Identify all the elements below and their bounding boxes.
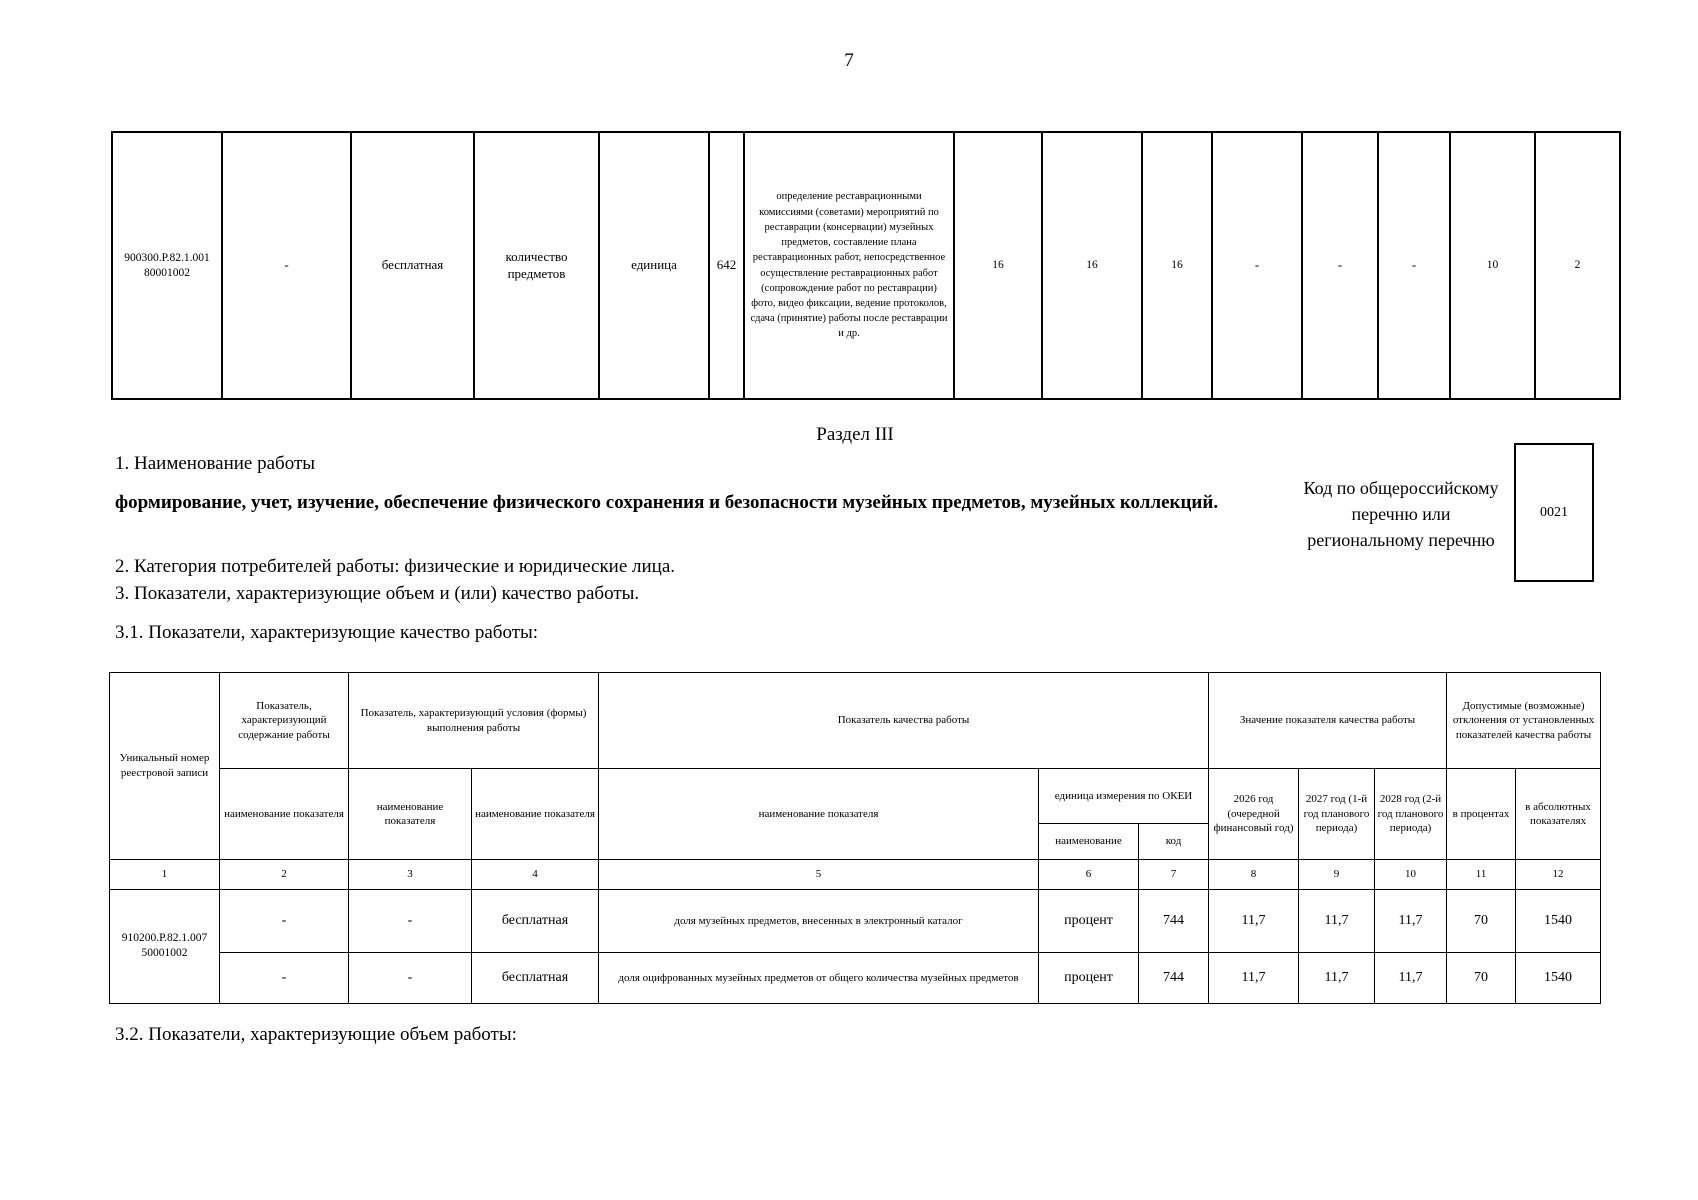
- condition-cell: -: [349, 889, 472, 952]
- value-cell: -: [1212, 132, 1302, 399]
- consumer-category: 2. Категория потребителей работы: физические и юридические лица.: [115, 556, 676, 577]
- unit-code-cell: 744: [1139, 952, 1209, 1003]
- indicator-cell: доля музейных предметов, внесенных в электронный каталог: [599, 889, 1039, 952]
- deviation-absolute-cell: 2: [1535, 132, 1620, 399]
- column-number: 3: [349, 859, 472, 889]
- description-cell: определение реставрационными комиссиями (советами) мероприятий по реставрации (консервации) музейных предметов, составление плана реставрационных работ, непосредственное осуществление реставрационных работ (сопровождение работ по реставрации) фото, видео фиксации, ведение протоколов, сдача (принятие) работы после реставрации и др.: [744, 132, 954, 399]
- column-number: 8: [1209, 859, 1299, 889]
- value-2027-cell: 11,7: [1299, 952, 1375, 1003]
- indicators-heading: 3. Показатели, характеризующие объем и (или) качество работы.: [115, 583, 640, 604]
- work-name: формирование, учет, изучение, обеспечение физического сохранения и безопасности музейных предметов, музейных коллекций.: [115, 492, 1219, 513]
- value-cell: 16: [954, 132, 1042, 399]
- continuation-table: [111, 131, 1621, 400]
- unit-code-cell: 744: [1139, 889, 1209, 952]
- header-value: Значение показателя качества работы: [1209, 673, 1447, 769]
- value-2026-cell: 11,7: [1209, 952, 1299, 1003]
- column-number: 10: [1375, 859, 1447, 889]
- value-cell: -: [1302, 132, 1378, 399]
- value-2028-cell: 11,7: [1375, 952, 1447, 1003]
- header-absolute: в абсолютных показателях: [1516, 769, 1601, 859]
- table-row: [112, 132, 1620, 399]
- code-label: [1290, 475, 1512, 553]
- column-number: 7: [1139, 859, 1209, 889]
- deviation-percent-cell: 70: [1447, 952, 1516, 1003]
- value-cell: -: [1378, 132, 1450, 399]
- volume-indicators-heading: 3.2. Показатели, характеризующие объем работы:: [115, 1024, 517, 1045]
- header-unit: единица измерения по ОКЕИ: [1039, 769, 1209, 824]
- column-number: 6: [1039, 859, 1139, 889]
- value-2027-cell: 11,7: [1299, 889, 1375, 952]
- indicator-name-cell: количество предметов: [474, 132, 599, 399]
- header-row: [110, 769, 1601, 824]
- column-number: 5: [599, 859, 1039, 889]
- unit-code-cell: 642: [709, 132, 744, 399]
- table-row: [110, 952, 1601, 1003]
- table-row: [110, 889, 1601, 952]
- deviation-absolute-cell: 1540: [1516, 952, 1601, 1003]
- unit-name-cell: процент: [1039, 952, 1139, 1003]
- deviation-percent-cell: 70: [1447, 889, 1516, 952]
- condition-cell: бесплатная: [472, 952, 599, 1003]
- page-number: 7: [844, 50, 854, 71]
- header-2028: 2028 год (2-й год планового периода): [1375, 769, 1447, 859]
- registry-number-cell: 910200.Р.82.1.007 50001002: [110, 889, 220, 1003]
- value-2028-cell: 11,7: [1375, 889, 1447, 952]
- content-indicator-cell: -: [222, 132, 351, 399]
- value-cell: 16: [1142, 132, 1212, 399]
- header-ind-name: наименование показателя: [472, 769, 599, 859]
- code-label-line: перечню или: [1351, 504, 1451, 525]
- content-cell: -: [220, 952, 349, 1003]
- column-number: 12: [1516, 859, 1601, 889]
- deviation-absolute-cell: 1540: [1516, 889, 1601, 952]
- header-2027: 2027 год (1-й год планового периода): [1299, 769, 1375, 859]
- header-registry: Уникальный номер реестровой записи: [110, 673, 220, 860]
- value-2026-cell: 11,7: [1209, 889, 1299, 952]
- column-number: 1: [110, 859, 220, 889]
- header-ind-name: наименование показателя: [349, 769, 472, 859]
- header-ind-name: наименование показателя: [220, 769, 349, 859]
- column-number: 9: [1299, 859, 1375, 889]
- quality-indicators-table: [109, 672, 1601, 1004]
- registry-number-cell: 900300.Р.82.1.001 80001002: [112, 132, 222, 399]
- quality-indicators-heading: 3.1. Показатели, характеризующие качество работы:: [115, 622, 539, 643]
- code-label-line: региональному перечню: [1307, 530, 1495, 551]
- header-percent: в процентах: [1447, 769, 1516, 859]
- header-quality: Показатель качества работы: [599, 673, 1209, 769]
- header-unit-code: код: [1139, 824, 1209, 859]
- header-deviation: Допустимые (возможные) отклонения от установленных показателей качества работы: [1447, 673, 1601, 769]
- indicator-cell: доля оцифрованных музейных предметов от общего количества музейных предметов: [599, 952, 1039, 1003]
- header-unit-name: наименование: [1039, 824, 1139, 859]
- header-content: Показатель, характеризующий содержание работы: [220, 673, 349, 769]
- registry-code-box: 0021: [1514, 443, 1594, 582]
- code-label-line: Код по общероссийскому: [1303, 478, 1499, 498]
- column-numbers-row: [110, 859, 1601, 889]
- condition-indicator-cell: бесплатная: [351, 132, 474, 399]
- condition-cell: бесплатная: [472, 889, 599, 952]
- column-number: 11: [1447, 859, 1516, 889]
- header-ind-name: наименование показателя: [599, 769, 1039, 859]
- deviation-percent-cell: 10: [1450, 132, 1535, 399]
- header-conditions: Показатель, характеризующий условия (формы) выполнения работы: [349, 673, 599, 769]
- value-cell: 16: [1042, 132, 1142, 399]
- column-number: 4: [472, 859, 599, 889]
- work-name-label: 1. Наименование работы: [115, 453, 316, 474]
- header-row: [110, 673, 1601, 769]
- unit-name-cell: процент: [1039, 889, 1139, 952]
- header-2026: 2026 год (очередной финансовый год): [1209, 769, 1299, 859]
- unit-name-cell: единица: [599, 132, 709, 399]
- section-title: Раздел III: [816, 424, 894, 445]
- condition-cell: -: [349, 952, 472, 1003]
- content-cell: -: [220, 889, 349, 952]
- column-number: 2: [220, 859, 349, 889]
